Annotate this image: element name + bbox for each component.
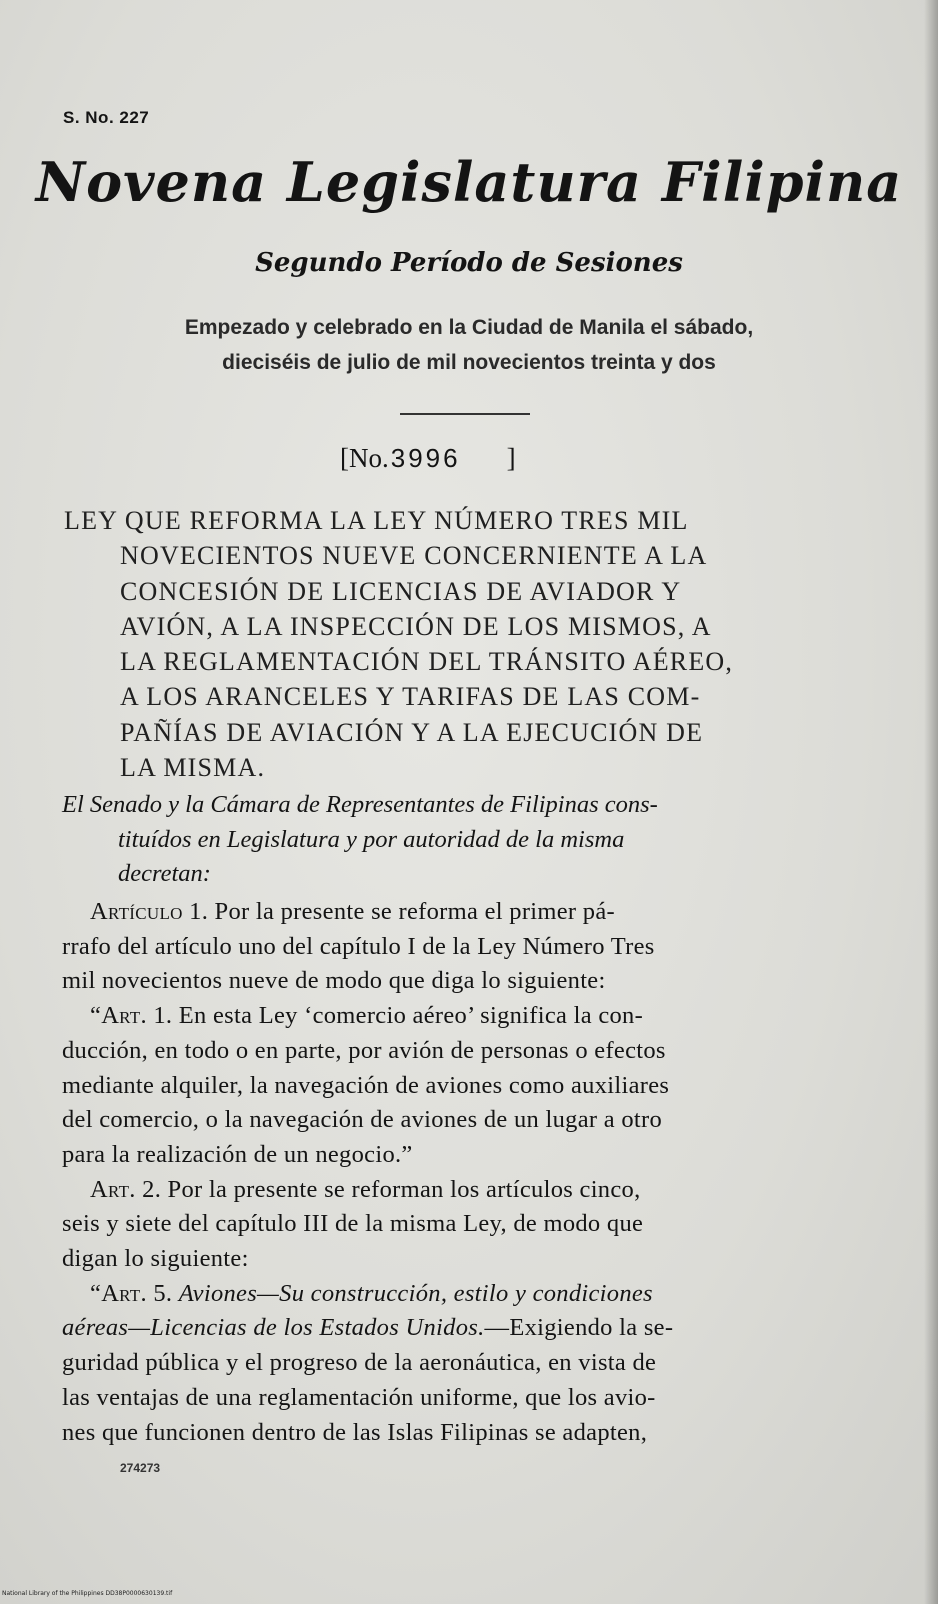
body-line: para la realización de un negocio.” [62, 1140, 413, 1168]
legislature-title: Novena Legislatura Filipina [35, 150, 903, 214]
law-title-line: PAÑÍAS DE AVIACIÓN Y A LA EJECUCIÓN DE [120, 717, 704, 747]
enacting-clause [62, 788, 862, 892]
divider-rule [400, 413, 530, 415]
quote-mark: “ [90, 1279, 102, 1307]
body-line [62, 895, 862, 930]
body-line: mediante alquiler, la navegación de aviones como auxiliares [62, 1071, 670, 1099]
body-line: guridad pública y el progreso de la aeronáutica, en vista de [62, 1349, 657, 1377]
body-line [62, 1311, 862, 1346]
law-title-line: LEY QUE REFORMA LA LEY NÚMERO TRES MIL [64, 506, 689, 535]
article-label: Art. [101, 1279, 147, 1307]
body-line-text: 1. En esta Ley ‘comercio aéreo’ significa la con- [146, 1002, 644, 1030]
enacting-line: El Senado y la Cámara de Representantes de Filipinas cons- [62, 791, 658, 818]
law-title-line: NOVECIENTOS NUEVE CONCERNIENTE A LA [120, 541, 708, 571]
enacting-line: tituídos en Legislatura y por autoridad de la misma [118, 825, 625, 853]
page-edge-shadow [924, 0, 938, 1604]
act-number-suffix: ] [506, 443, 516, 473]
article-heading: Aviones—Su construcción, estilo y condiciones [178, 1279, 653, 1307]
bill-number: S. No. 227 [63, 108, 150, 127]
law-title-line: LA REGLAMENTACIÓN DEL TRÁNSITO AÉREO, [120, 647, 734, 677]
act-number [340, 443, 516, 474]
act-number-prefix: [No. [340, 443, 389, 473]
subtitle-line: Empezado y celebrado en la Ciudad de Manila el sábado, [184, 316, 754, 339]
article-number: 5. [146, 1279, 179, 1307]
body-text [62, 895, 862, 1450]
quote-mark: “ [90, 1002, 102, 1030]
law-title-line: AVIÓN, A LA INSPECCIÓN DE LOS MISMOS, A [120, 611, 712, 641]
session-title: Segundo Período de Sesiones [255, 248, 683, 278]
law-title [64, 503, 864, 785]
body-line: nes que funcionen dentro de las Islas Filipinas se adapten, [62, 1418, 648, 1446]
session-subtitle [80, 310, 858, 380]
article-label: Artículo [90, 898, 183, 925]
enacting-line: decretan: [118, 860, 211, 887]
body-line: del comercio, o la navegación de aviones de un lugar a otro [62, 1106, 663, 1134]
body-line-text: 2. Por la presente se reforman los artículos cinco, [135, 1175, 641, 1203]
library-stamp: National Library of the Philippines DD38P0000630139.tif [2, 1590, 173, 1597]
article-heading: aéreas—Licencias de los Estados Unidos. [62, 1314, 485, 1342]
article-label: Art. [101, 1002, 147, 1030]
act-number-value: 3996 [390, 443, 461, 473]
body-line [62, 999, 862, 1034]
body-line: las ventajas de una reglamentación uniforme, que los avio- [62, 1383, 656, 1411]
body-line [62, 1277, 862, 1312]
body-line [62, 1173, 862, 1208]
body-line-text: —Exigiendo la se- [484, 1314, 674, 1342]
law-title-line: A LOS ARANCELES Y TARIFAS DE LAS COM- [120, 682, 701, 712]
law-title-line: CONCESIÓN DE LICENCIAS DE AVIADOR Y [120, 576, 682, 606]
body-line: ducción, en todo o en parte, por avión de personas o efectos [62, 1036, 666, 1064]
law-title-line: LA MISMA. [120, 753, 266, 783]
body-line: rrafo del artículo uno del capítulo I de la Ley Número Tres [62, 932, 655, 960]
body-line: digan lo siguiente: [62, 1245, 249, 1273]
body-line: seis y siete del capítulo III de la misma Ley, de modo que [62, 1210, 644, 1238]
body-line-text: 1. Por la presente se reforma el primer pá- [182, 898, 615, 925]
body-line: mil novecientos nueve de modo que diga lo siguiente: [62, 967, 606, 995]
print-code: 274273 [120, 1461, 161, 1475]
article-label: Art. [90, 1175, 136, 1203]
subtitle-line: dieciséis de julio de mil novecientos treinta y dos [222, 351, 716, 374]
